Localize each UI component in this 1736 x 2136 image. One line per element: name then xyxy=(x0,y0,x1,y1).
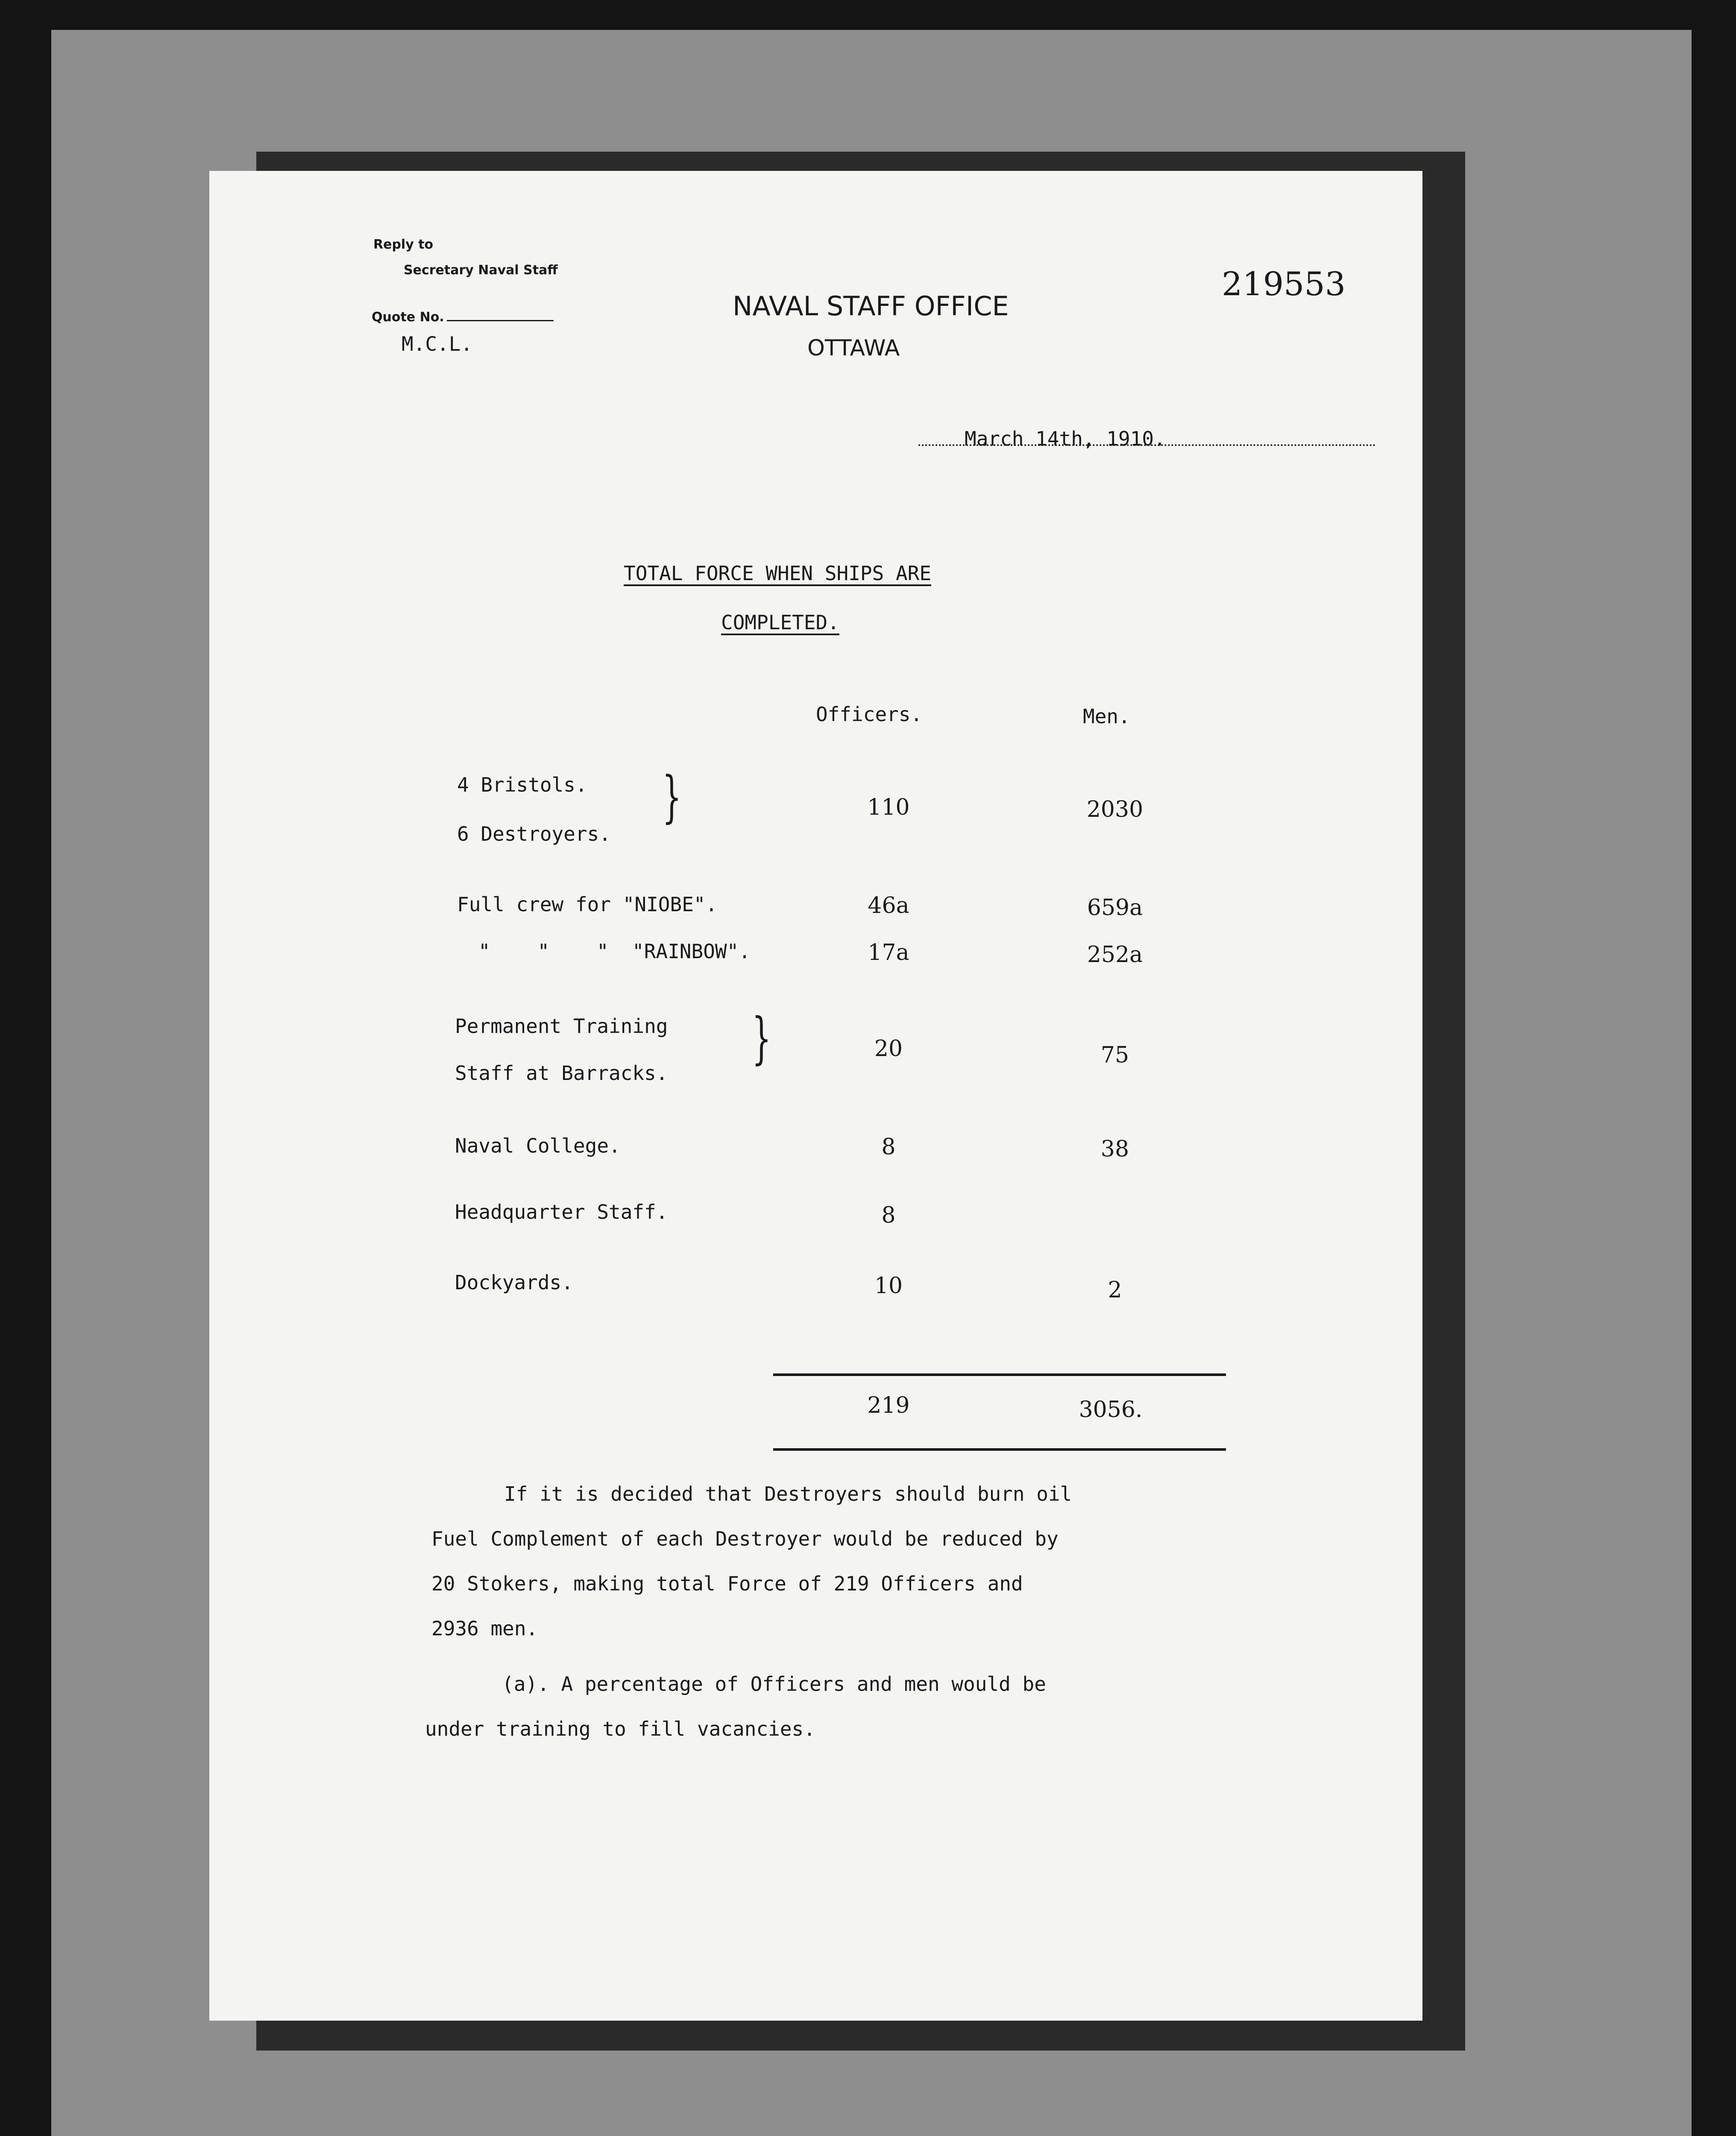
reply-to-label: Reply to xyxy=(373,237,434,252)
officers-value: 110 xyxy=(867,795,910,820)
officers-value: 20 xyxy=(874,1036,903,1062)
total-rule-bottom xyxy=(773,1448,1226,1451)
row-label: Permanent Training xyxy=(455,1015,668,1038)
men-value: 2 xyxy=(1108,1277,1122,1303)
men-value: 75 xyxy=(1100,1042,1129,1068)
officers-value: 10 xyxy=(874,1273,903,1299)
row-label: Staff at Barracks. xyxy=(455,1062,668,1085)
row-label: 4 Bristols. xyxy=(457,773,587,796)
total-officers: 219 xyxy=(867,1393,910,1418)
men-value: 659a xyxy=(1087,895,1143,921)
total-men: 3056. xyxy=(1079,1397,1143,1423)
officers-value: 46a xyxy=(868,893,909,918)
row-label: 6 Destroyers. xyxy=(457,822,611,845)
row-label: Full crew for "NIOBE". xyxy=(457,893,718,916)
note-line: If it is decided that Destroyers should burn oil xyxy=(504,1482,1072,1505)
row-label: Naval College. xyxy=(455,1134,621,1157)
bracket-mark: } xyxy=(752,1006,771,1071)
note-line: under training to fill vacancies. xyxy=(425,1717,815,1740)
men-column-header: Men. xyxy=(1083,705,1130,728)
title-line-1: TOTAL FORCE WHEN SHIPS ARE xyxy=(624,562,932,585)
men-value: 38 xyxy=(1100,1136,1129,1162)
quote-no-value: M.C.L. xyxy=(402,332,473,355)
officers-value: 17a xyxy=(868,940,909,965)
note-line: Fuel Complement of each Destroyer would be reduced by xyxy=(431,1527,1059,1550)
total-rule-top xyxy=(773,1373,1226,1376)
officers-column-header: Officers. xyxy=(816,703,923,726)
row-label: " " " "RAINBOW". xyxy=(478,940,751,963)
note-line: 2936 men. xyxy=(431,1617,538,1640)
document-number: 219553 xyxy=(1222,265,1346,303)
row-label: Dockyards. xyxy=(455,1271,573,1294)
office-city: OTTAWA xyxy=(807,335,900,361)
office-title: NAVAL STAFF OFFICE xyxy=(733,290,1009,322)
officers-value: 8 xyxy=(881,1203,896,1228)
secretary-label: Secretary Naval Staff xyxy=(404,263,558,278)
document-date: March 14th, 1910. xyxy=(965,427,1166,450)
men-value: 252a xyxy=(1087,942,1143,968)
note-line: (a). A percentage of Officers and men would be xyxy=(502,1672,1046,1696)
note-line: 20 Stokers, making total Force of 219 Officers and xyxy=(431,1572,1023,1595)
quote-no-label: Quote No. xyxy=(372,310,554,325)
men-value: 2030 xyxy=(1086,797,1144,822)
document-page xyxy=(209,171,1422,2021)
title-line-2: COMPLETED. xyxy=(721,611,839,634)
officers-value: 8 xyxy=(881,1134,896,1160)
bracket-mark: } xyxy=(662,764,682,829)
row-label: Headquarter Staff. xyxy=(455,1200,668,1224)
